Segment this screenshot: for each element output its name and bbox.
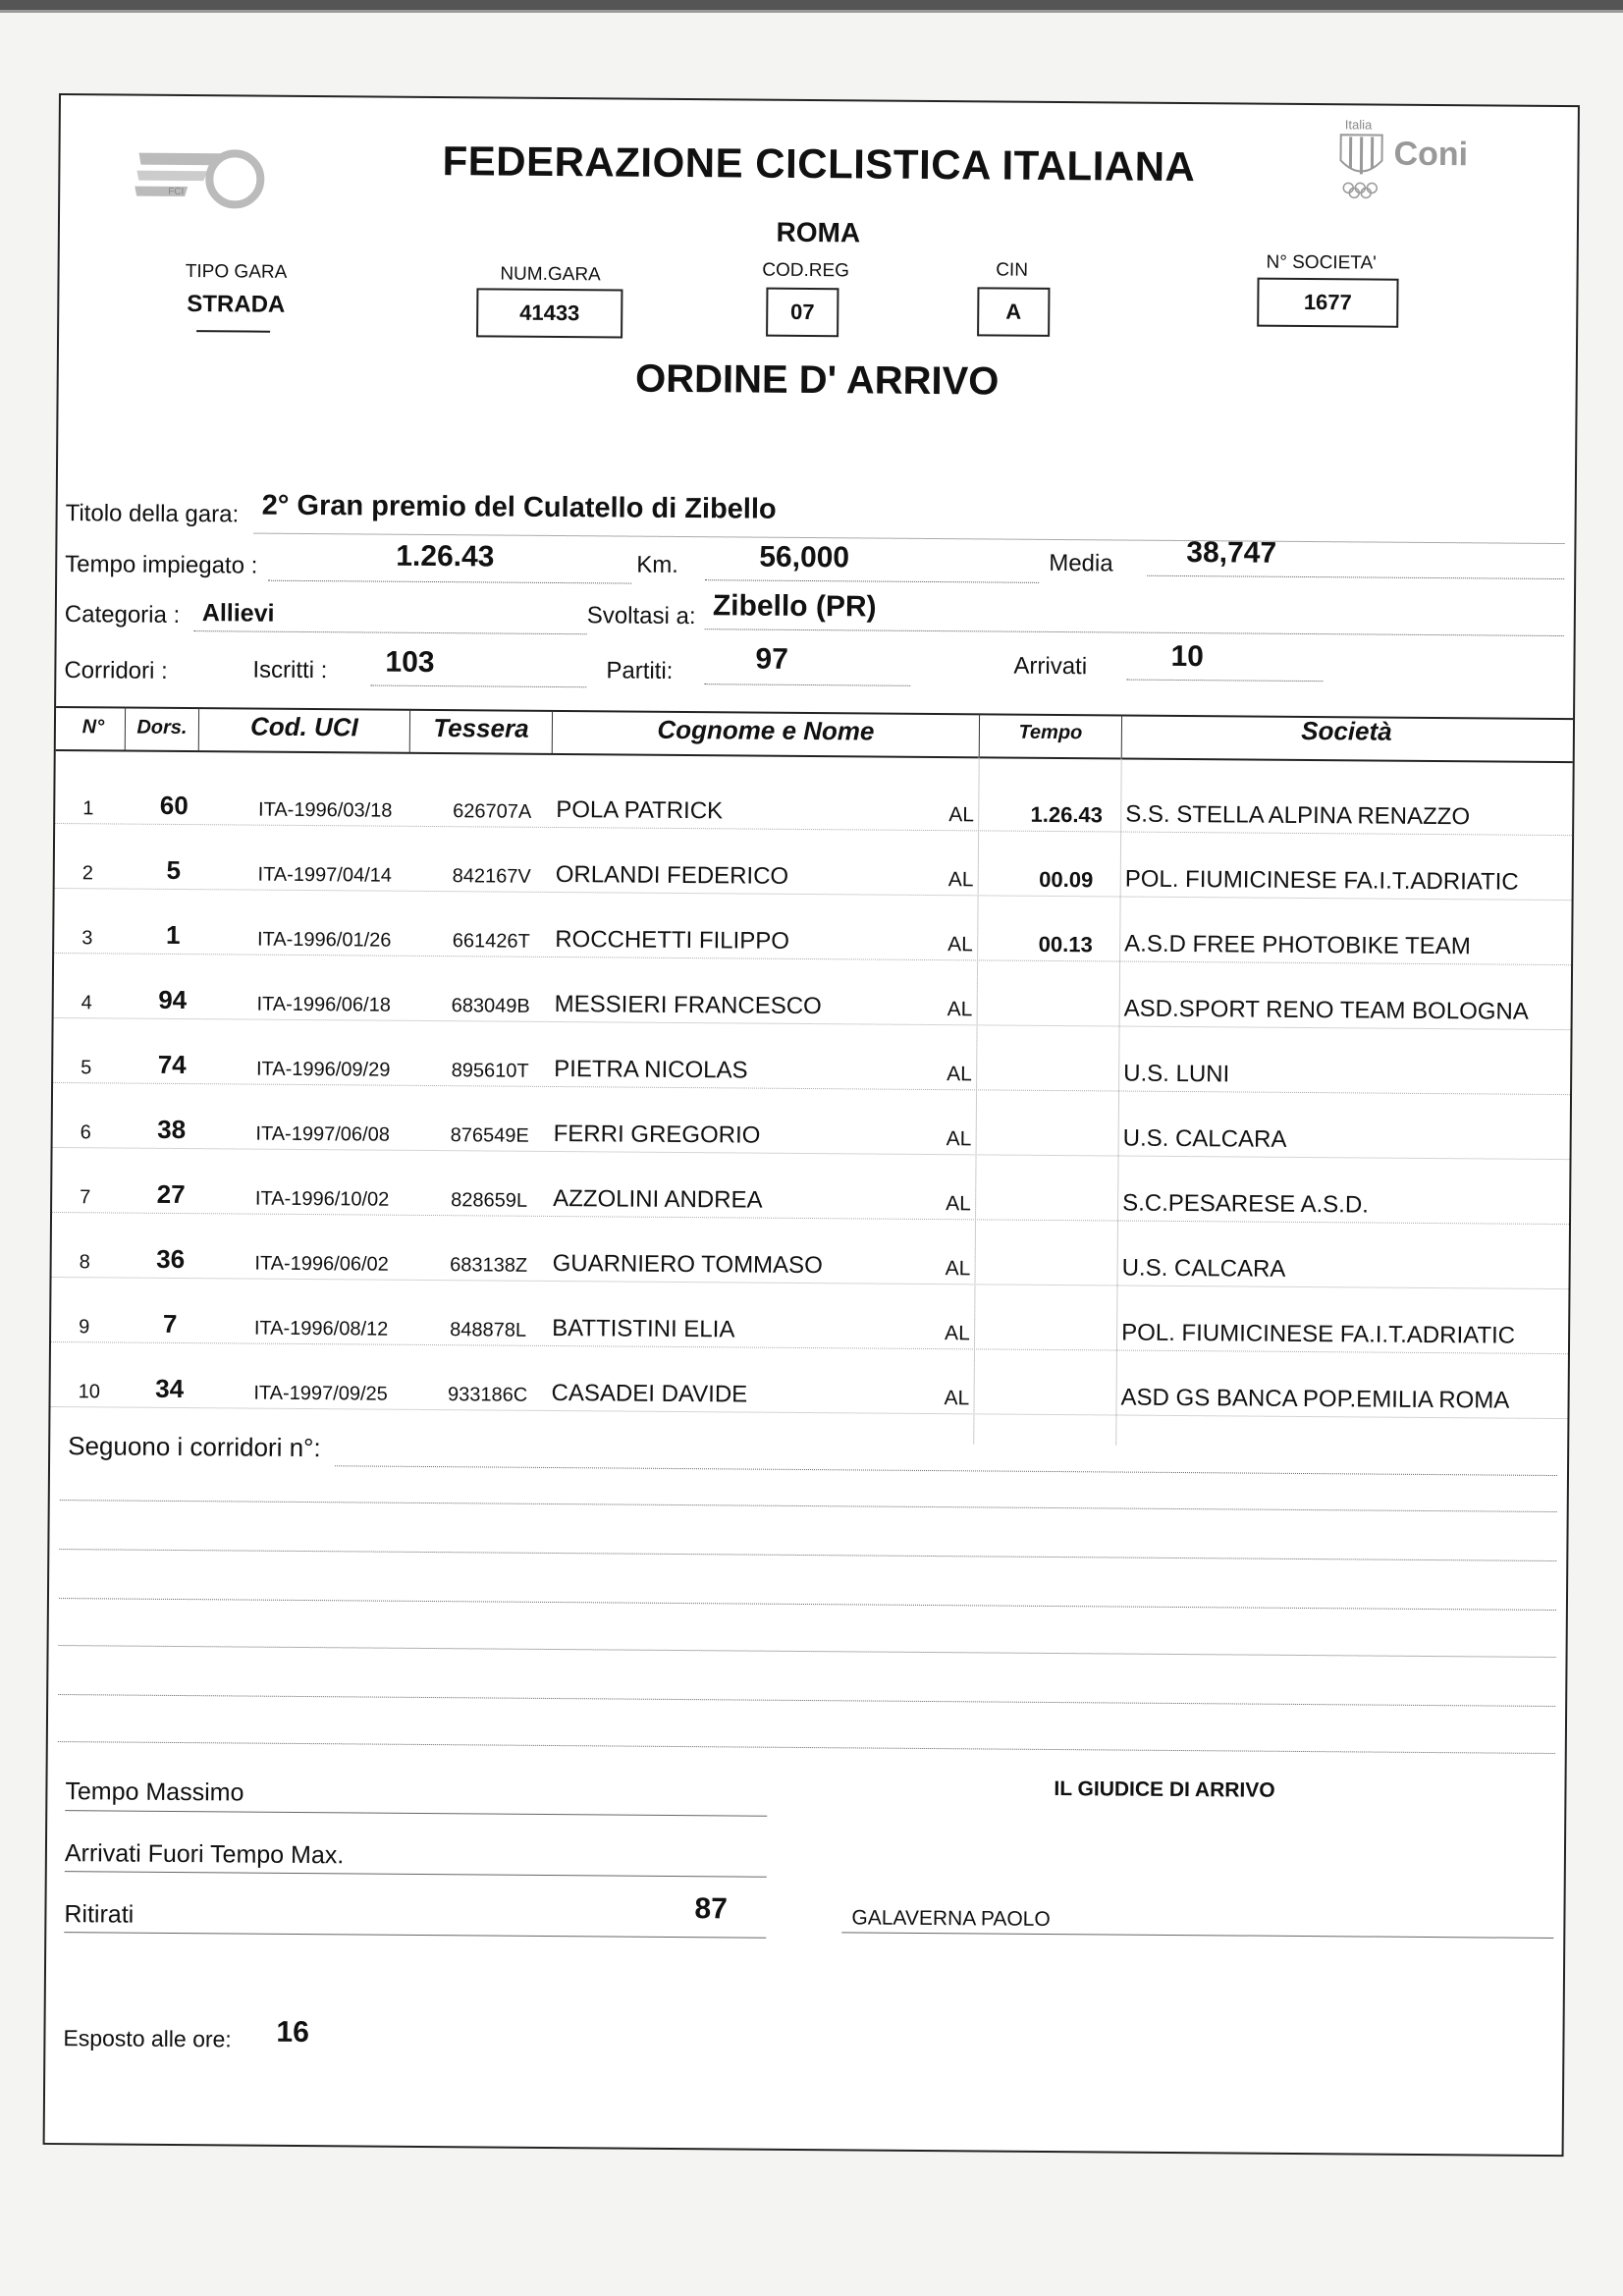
coni-brand-text: Coni bbox=[1393, 135, 1469, 174]
seguono-line bbox=[59, 1549, 1556, 1561]
row-dorsal: 60 bbox=[159, 790, 189, 821]
row-dorsal: 5 bbox=[166, 854, 182, 885]
row-tessera: 842167V bbox=[452, 865, 531, 888]
ritirati-value: 87 bbox=[694, 1892, 729, 1926]
scan-edge-shadow bbox=[0, 10, 1623, 13]
table-row bbox=[51, 1217, 1568, 1293]
seguono-line bbox=[335, 1465, 1557, 1476]
row-uci-code: ITA-1996/08/12 bbox=[253, 1317, 389, 1340]
row-number: 9 bbox=[79, 1316, 90, 1339]
row-category: AL bbox=[945, 1257, 971, 1281]
row-dorsal: 7 bbox=[162, 1308, 178, 1339]
row-time bbox=[993, 1411, 1130, 1412]
seguono-line bbox=[58, 1741, 1555, 1754]
cin-box: A bbox=[977, 287, 1050, 337]
row-uci-code: ITA-1996/03/18 bbox=[257, 798, 393, 822]
row-tessera: 848878L bbox=[450, 1319, 527, 1341]
header-tempo: Tempo bbox=[1018, 721, 1083, 744]
row-uci-code: ITA-1996/09/29 bbox=[255, 1058, 391, 1081]
svg-text:FCI: FCI bbox=[168, 186, 185, 198]
row-dorsal: 27 bbox=[156, 1178, 186, 1210]
race-form-sheet bbox=[43, 93, 1580, 2157]
cin-label: CIN bbox=[996, 259, 1029, 281]
row-uci-code: ITA-1997/09/25 bbox=[253, 1382, 388, 1405]
giudice-signature-line bbox=[841, 1932, 1553, 1939]
partiti-label: Partiti: bbox=[606, 657, 674, 684]
row-name: PIETRA NICOLAS bbox=[554, 1055, 748, 1084]
row-time bbox=[995, 1282, 1132, 1283]
table-divider bbox=[1121, 715, 1122, 758]
row-tessera: 933186C bbox=[447, 1384, 528, 1406]
table-divider bbox=[125, 707, 126, 750]
tempo-value: 1.26.43 bbox=[396, 539, 495, 574]
seguono-line bbox=[59, 1598, 1556, 1611]
row-time: 1.26.43 bbox=[1030, 801, 1104, 828]
km-label: Km. bbox=[636, 551, 679, 578]
header-uci: Cod. UCI bbox=[249, 711, 358, 742]
arrivati-value: 10 bbox=[1170, 639, 1205, 674]
row-number: 8 bbox=[79, 1251, 90, 1274]
row-dorsal: 34 bbox=[155, 1373, 185, 1404]
row-tessera: 661426T bbox=[452, 930, 530, 953]
row-name: CASADEI DAVIDE bbox=[551, 1379, 748, 1408]
row-name: FERRI GREGORIO bbox=[553, 1120, 761, 1149]
row-team: POL. FIUMICINESE FA.I.T.ADRIATIC bbox=[1121, 1319, 1516, 1349]
header-n: N° bbox=[81, 716, 105, 738]
table-divider bbox=[409, 709, 410, 752]
row-category: AL bbox=[947, 868, 974, 892]
cod-reg-box: 07 bbox=[766, 288, 839, 338]
header-dors: Dors. bbox=[136, 716, 188, 739]
row-number: 4 bbox=[81, 992, 92, 1014]
seguono-line bbox=[60, 1500, 1557, 1512]
iscritti-value: 103 bbox=[385, 645, 435, 680]
titolo-label: Titolo della gara: bbox=[65, 500, 240, 528]
categoria-value: Allievi bbox=[201, 599, 275, 628]
media-value: 38,747 bbox=[1186, 536, 1277, 570]
row-team: S.S. STELLA ALPINA RENAZZO bbox=[1125, 800, 1471, 831]
row-team: A.S.D FREE PHOTOBIKE TEAM bbox=[1124, 930, 1471, 960]
table-row bbox=[53, 1022, 1570, 1099]
svoltasi-value: Zibello (PR) bbox=[712, 589, 877, 624]
row-dorsal: 94 bbox=[158, 984, 188, 1015]
row-team: U.S. CALCARA bbox=[1121, 1254, 1286, 1283]
tempo-label: Tempo impiegato : bbox=[65, 551, 258, 579]
row-category: AL bbox=[947, 998, 973, 1021]
num-gara-label: NUM.GARA bbox=[500, 263, 601, 286]
row-tessera: 683049B bbox=[451, 995, 530, 1017]
row-uci-code: ITA-1996/06/18 bbox=[256, 993, 391, 1016]
row-team: POL. FIUMICINESE FA.I.T.ADRIATIC bbox=[1124, 865, 1519, 896]
row-category: AL bbox=[947, 933, 973, 957]
row-name: BATTISTINI ELIA bbox=[552, 1314, 735, 1343]
tempo-underline bbox=[268, 580, 631, 584]
row-name: ORLANDI FEDERICO bbox=[555, 860, 789, 890]
header-tessera: Tessera bbox=[433, 713, 529, 743]
media-label: Media bbox=[1049, 549, 1113, 577]
corridori-label: Corridori : bbox=[64, 657, 168, 684]
table-row bbox=[54, 893, 1571, 969]
row-time bbox=[996, 1152, 1133, 1153]
row-category: AL bbox=[944, 1387, 970, 1410]
table-row bbox=[51, 1282, 1568, 1358]
seguono-label: Seguono i corridori n°: bbox=[68, 1431, 321, 1463]
row-tessera: 876549E bbox=[450, 1124, 529, 1147]
societa-box: 1677 bbox=[1257, 278, 1398, 328]
table-divider bbox=[198, 707, 199, 750]
esposto-value: 16 bbox=[276, 2015, 310, 2050]
cod-reg-label: COD.REG bbox=[762, 259, 850, 282]
row-number: 2 bbox=[81, 862, 93, 885]
row-name: ROCCHETTI FILIPPO bbox=[555, 925, 790, 955]
row-category: AL bbox=[946, 1127, 972, 1151]
table-divider bbox=[552, 710, 553, 753]
row-name: MESSIERI FRANCESCO bbox=[554, 990, 822, 1020]
row-team: U.S. LUNI bbox=[1123, 1060, 1230, 1088]
giudice-name: GALAVERNA PAOLO bbox=[851, 1906, 1051, 1931]
federation-title: FEDERAZIONE CICLISTICA ITALIANA bbox=[442, 137, 1196, 191]
row-team: ASD.SPORT RENO TEAM BOLOGNA bbox=[1123, 995, 1529, 1025]
table-row bbox=[53, 1087, 1570, 1164]
row-tessera: 828659L bbox=[451, 1189, 528, 1212]
row-dorsal: 38 bbox=[157, 1114, 187, 1145]
tempo-massimo-line bbox=[65, 1810, 767, 1817]
tipo-gara-label: TIPO GARA bbox=[185, 261, 288, 283]
num-gara-box: 41433 bbox=[476, 288, 622, 338]
row-time bbox=[995, 1217, 1132, 1218]
table-row bbox=[50, 1346, 1567, 1423]
row-number: 7 bbox=[80, 1186, 91, 1209]
tipo-gara-value: STRADA bbox=[187, 291, 286, 318]
svoltasi-label: Svoltasi a: bbox=[586, 602, 696, 630]
row-name: GUARNIERO TOMMASO bbox=[552, 1249, 823, 1280]
table-header-border bbox=[56, 749, 1573, 763]
row-dorsal: 1 bbox=[165, 919, 181, 950]
partiti-underline bbox=[704, 683, 910, 686]
giudice-label: IL GIUDICE DI ARRIVO bbox=[1054, 1777, 1275, 1802]
row-team: U.S. CALCARA bbox=[1122, 1124, 1287, 1153]
seguono-line bbox=[59, 1645, 1556, 1658]
seguono-line bbox=[58, 1694, 1555, 1707]
header-societa: Società bbox=[1301, 715, 1392, 746]
row-tessera: 683138Z bbox=[450, 1254, 528, 1277]
arrivati-label: Arrivati bbox=[1013, 652, 1088, 681]
scan-edge-top bbox=[0, 0, 1623, 10]
row-number: 5 bbox=[81, 1057, 92, 1079]
row-time bbox=[997, 1022, 1134, 1023]
row-uci-code: ITA-1996/10/02 bbox=[254, 1187, 390, 1211]
ritirati-label: Ritirati bbox=[64, 1900, 135, 1929]
federation-city: ROMA bbox=[776, 216, 861, 248]
row-number: 1 bbox=[82, 797, 94, 820]
row-tessera: 895610T bbox=[451, 1060, 529, 1082]
row-uci-code: ITA-1997/04/14 bbox=[257, 863, 393, 887]
km-value: 56,000 bbox=[759, 540, 850, 574]
row-tessera: 626707A bbox=[453, 800, 532, 823]
societa-label: N° SOCIETA' bbox=[1266, 251, 1377, 274]
row-team: ASD GS BANCA POP.EMILIA ROMA bbox=[1120, 1384, 1510, 1414]
row-team: S.C.PESARESE A.S.D. bbox=[1122, 1189, 1370, 1219]
categoria-underline bbox=[194, 630, 587, 634]
iscritti-label: Iscritti : bbox=[252, 656, 328, 684]
svoltasi-underline bbox=[705, 629, 1564, 636]
row-time: 00.13 bbox=[1038, 931, 1093, 957]
row-uci-code: ITA-1997/06/08 bbox=[255, 1122, 390, 1146]
categoria-label: Categoria : bbox=[64, 601, 181, 629]
row-category: AL bbox=[948, 803, 975, 827]
ritirati-line bbox=[64, 1932, 766, 1939]
km-underline bbox=[705, 579, 1039, 583]
row-dorsal: 36 bbox=[156, 1243, 186, 1275]
coni-italia-text: Italia bbox=[1344, 117, 1373, 133]
row-number: 6 bbox=[80, 1121, 91, 1144]
row-category: AL bbox=[947, 1063, 972, 1086]
row-time bbox=[994, 1346, 1131, 1347]
titolo-value: 2° Gran premio del Culatello di Zibello bbox=[261, 489, 777, 525]
order-title: ORDINE D' ARRIVO bbox=[634, 356, 1000, 404]
table-row bbox=[52, 1152, 1569, 1229]
esposto-label: Esposto alle ore: bbox=[63, 2025, 232, 2052]
media-underline bbox=[1147, 575, 1564, 579]
row-name: AZZOLINI ANDREA bbox=[553, 1184, 763, 1214]
tipo-gara-underline bbox=[196, 330, 270, 333]
row-uci-code: ITA-1996/01/26 bbox=[256, 928, 392, 952]
row-uci-code: ITA-1996/06/02 bbox=[254, 1252, 389, 1276]
table-row bbox=[54, 957, 1571, 1034]
iscritti-underline bbox=[370, 685, 586, 688]
row-time: 00.09 bbox=[1039, 866, 1094, 893]
fuori-tempo-line bbox=[65, 1871, 767, 1878]
row-category: AL bbox=[945, 1322, 970, 1345]
row-number: 3 bbox=[81, 927, 93, 950]
row-number: 10 bbox=[78, 1381, 100, 1403]
tempo-massimo-label: Tempo Massimo bbox=[65, 1777, 244, 1807]
row-time bbox=[996, 1087, 1133, 1088]
row-name: POLA PATRICK bbox=[556, 795, 724, 825]
arrivati-underline bbox=[1126, 680, 1323, 683]
row-dorsal: 74 bbox=[157, 1049, 187, 1080]
header-nome: Cognome e Nome bbox=[657, 714, 875, 746]
table-row bbox=[55, 828, 1572, 904]
fuori-tempo-label: Arrivati Fuori Tempo Max. bbox=[64, 1839, 345, 1870]
row-category: AL bbox=[946, 1192, 971, 1216]
table-divider bbox=[979, 713, 980, 756]
partiti-value: 97 bbox=[755, 642, 789, 676]
table-row bbox=[55, 763, 1572, 840]
